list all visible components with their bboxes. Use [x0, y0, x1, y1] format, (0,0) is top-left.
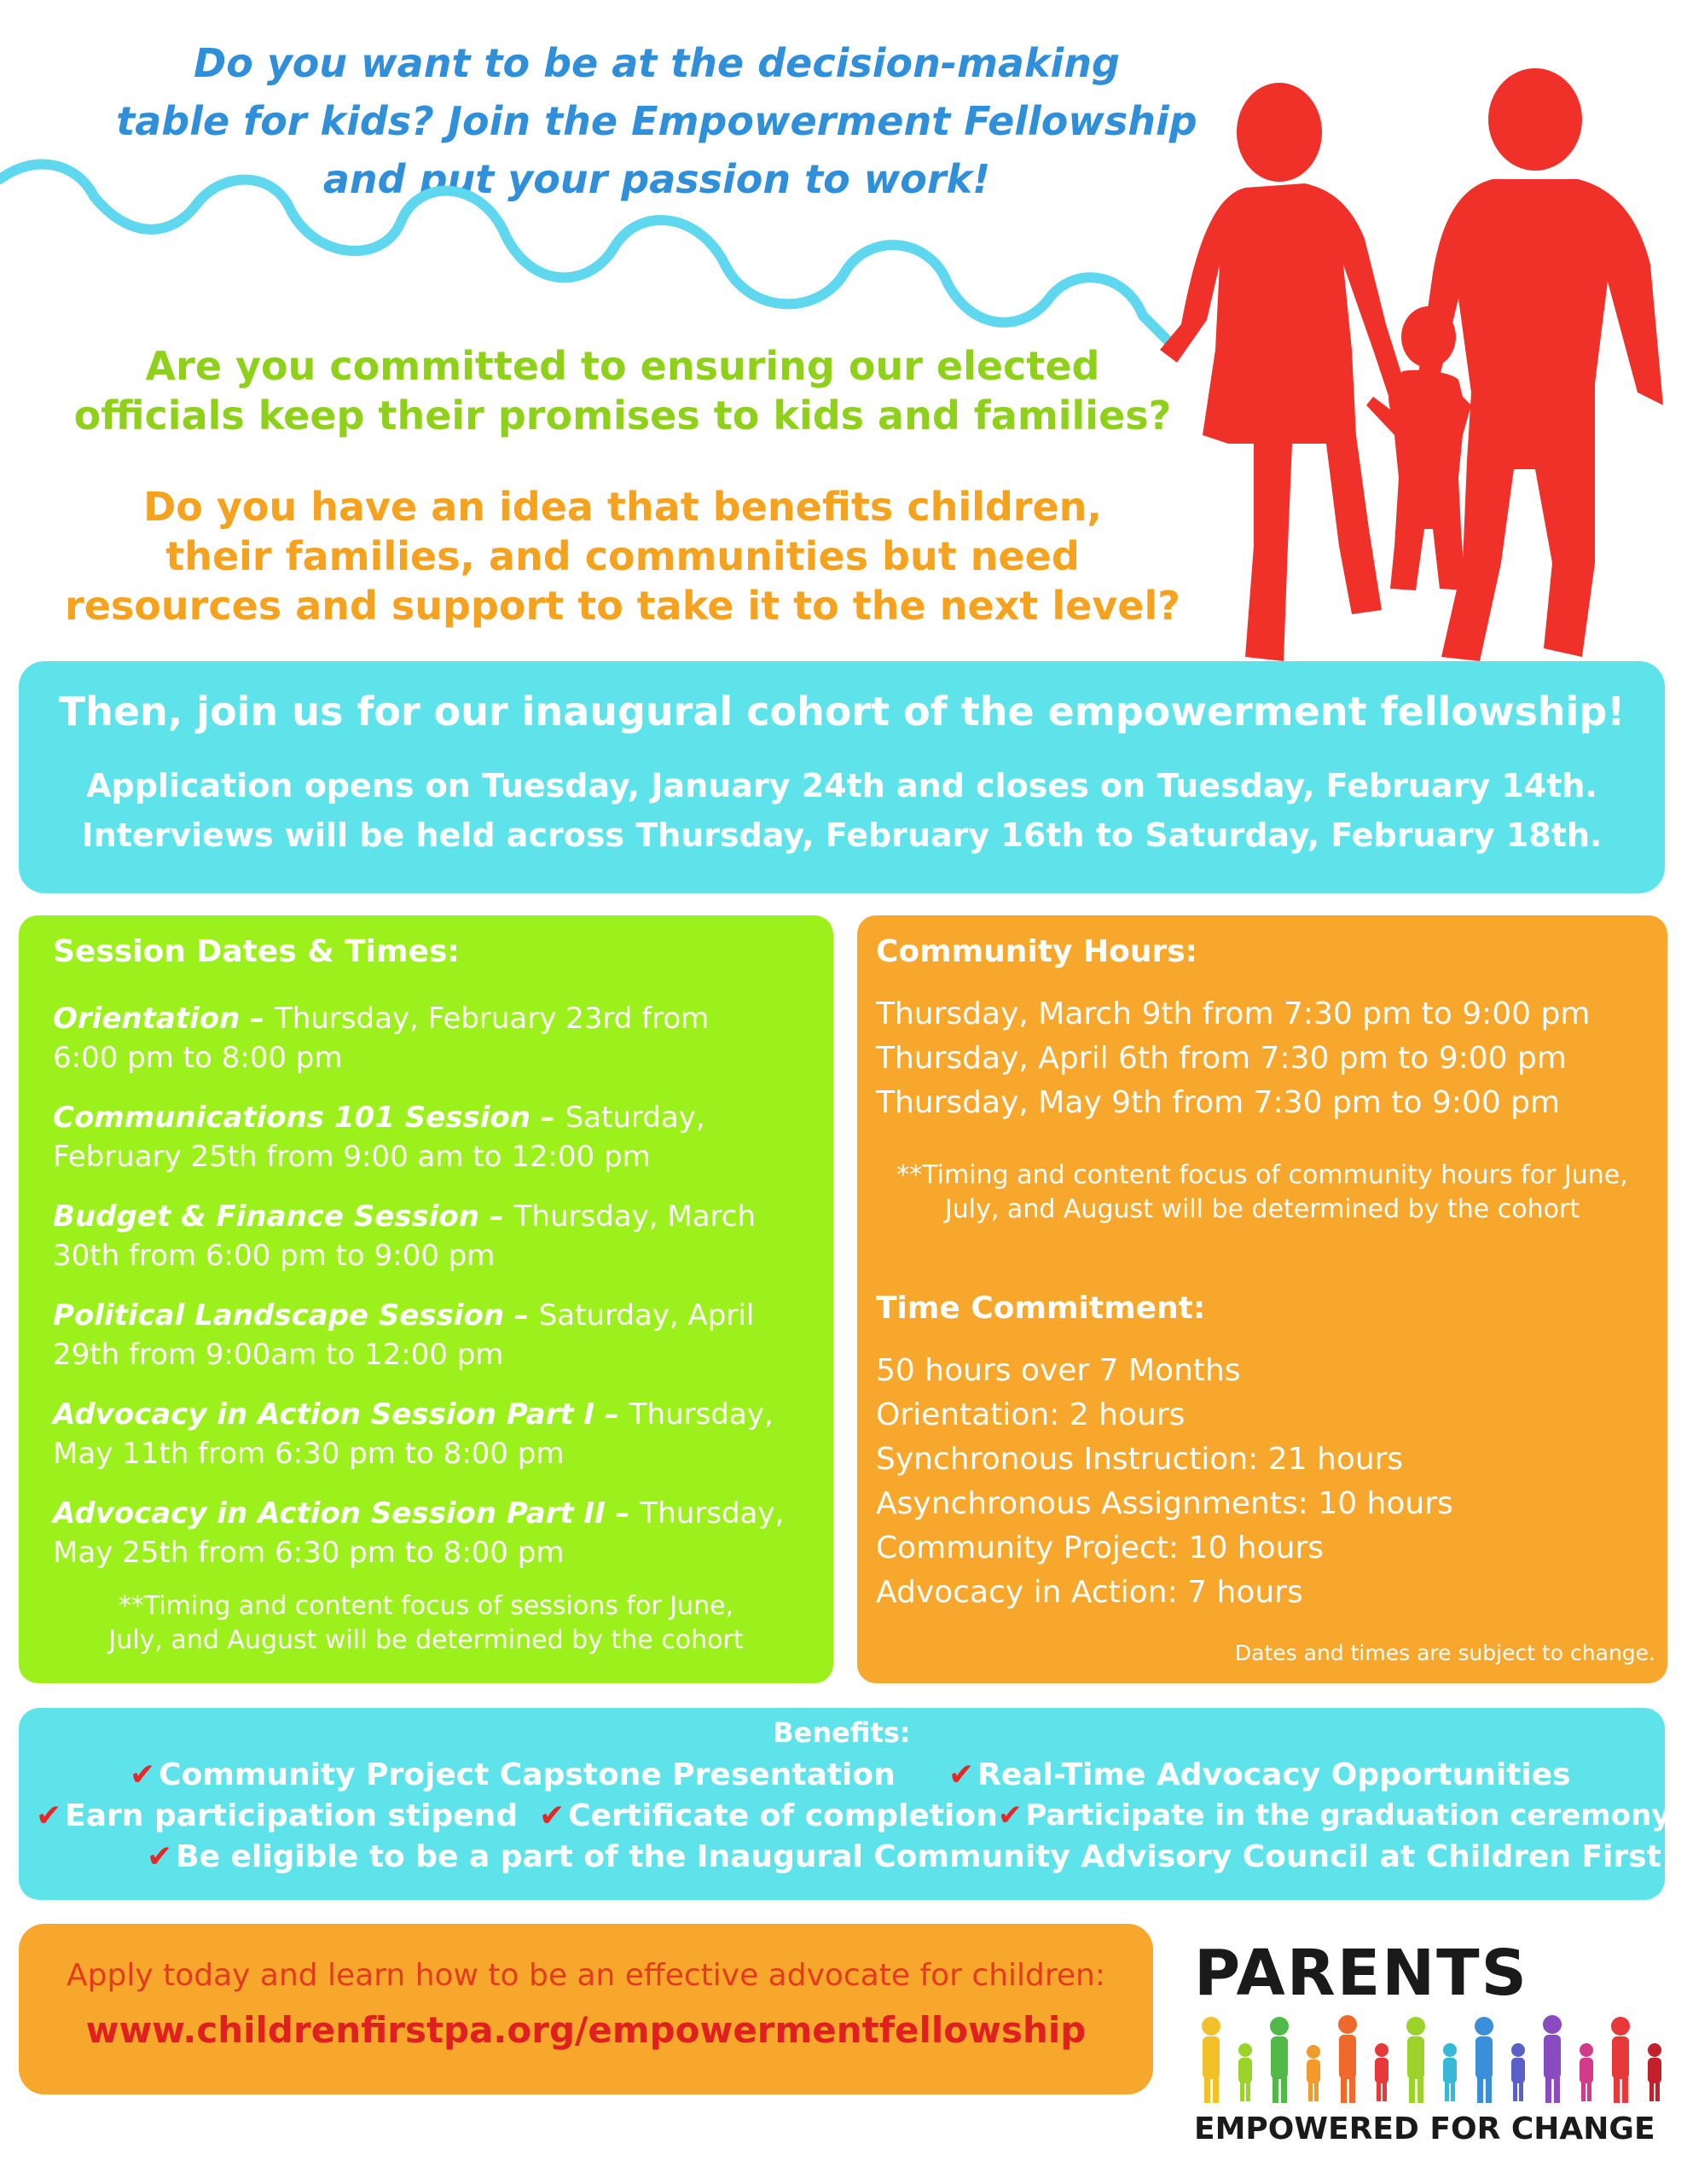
benefits-panel — [19, 1708, 1671, 1900]
session-name: Advocacy in Action Session Part II – — [53, 1496, 641, 1531]
session-time-1: Thursday, — [640, 1496, 785, 1531]
session-name: Budget & Finance Session – — [53, 1199, 514, 1234]
benefit-label: Community Project Capstone Presentation — [159, 1757, 896, 1792]
checkmark-icon: ✔ — [130, 1757, 156, 1792]
session-time-2: May 25th from 6:30 pm to 8:00 pm — [53, 1536, 565, 1570]
session-item — [53, 1098, 820, 1176]
benefit-label: Be eligible to be a part of the Inaugural Community Advisory Council at Children First — [176, 1839, 1661, 1874]
logo-wordmark: PARENTS — [1194, 1937, 1528, 2010]
parents-people-icon — [1194, 2009, 1672, 2107]
community-note-line-1: **Timing and content focus of community hours for June, — [896, 1160, 1628, 1190]
sessions-title: Session Dates & Times: — [53, 934, 460, 969]
community-title: Community Hours: — [876, 934, 1198, 969]
community-note — [866, 1159, 1659, 1227]
banner-title: Then, join us for our inaugural cohort of the empowerment fellowship! — [58, 688, 1626, 735]
session-item — [53, 1395, 829, 1473]
community-hour: Thursday, April 6th from 7:30 pm to 9:00 pm — [876, 1041, 1567, 1076]
logo-tagline: EMPOWERED FOR CHANGE — [1194, 2111, 1655, 2146]
question2-line-1: Do you have an idea that benefits children, — [143, 484, 1102, 530]
commitment-item: Community Project: 10 hours — [876, 1531, 1325, 1565]
commitment-list — [876, 1349, 1652, 1615]
benefit-item — [539, 1798, 998, 1833]
question-idea — [26, 482, 1220, 630]
apply-box — [19, 1924, 1153, 2094]
banner-line-1: Application opens on Tuesday, January 24th and closes on Tuesday, February 14th. — [86, 767, 1597, 804]
checkmark-icon: ✔ — [147, 1839, 173, 1874]
session-time-1: Thursday, March — [513, 1199, 756, 1234]
session-time-1: Thursday, — [629, 1397, 774, 1432]
question-elected-officials — [34, 341, 1211, 440]
session-time-2: 30th from 6:00 pm to 9:00 pm — [53, 1239, 496, 1273]
checkmark-icon: ✔ — [36, 1798, 62, 1833]
session-name: Communications 101 Session – — [53, 1101, 565, 1135]
commitment-item: Orientation: 2 hours — [876, 1397, 1186, 1432]
hero-line-3: and put your passion to work! — [322, 156, 991, 202]
commitment-item: Advocacy in Action: 7 hours — [876, 1575, 1303, 1610]
benefit-item — [147, 1839, 1661, 1874]
cloud-border-icon — [0, 145, 1194, 350]
commitment-item: 50 hours over 7 Months — [876, 1353, 1241, 1388]
session-time-2: 6:00 pm to 8:00 pm — [53, 1041, 343, 1075]
session-time-1: Saturday, April — [538, 1298, 755, 1333]
question1-line-2: officials keep their promises to kids and families? — [73, 392, 1172, 439]
hero-line-1: Do you want to be at the decision-making — [194, 40, 1120, 86]
benefit-label: Real-Time Advocacy Opportunities — [977, 1757, 1571, 1792]
commitment-title: Time Commitment: — [876, 1291, 1206, 1326]
apply-text: Apply today and learn how to be an effective advocate for children: — [67, 1958, 1105, 1993]
disclaimer: Dates and times are subject to change. — [1234, 1641, 1655, 1665]
benefit-item — [948, 1757, 1571, 1792]
benefit-item — [36, 1798, 518, 1833]
session-time-2: February 25th from 9:00 am to 12:00 pm — [53, 1140, 651, 1174]
community-hour: Thursday, March 9th from 7:30 pm to 9:00 pm — [876, 996, 1591, 1031]
commitment-item: Asynchronous Assignments: 10 hours — [876, 1486, 1453, 1521]
community-hours-list — [876, 992, 1652, 1125]
sessions-panel — [19, 915, 833, 1683]
question2-line-3: resources and support to take it to the next level? — [65, 583, 1180, 629]
session-name: Advocacy in Action Session Part I – — [53, 1397, 629, 1432]
session-item — [53, 1494, 829, 1572]
session-time-2: 29th from 9:00am to 12:00 pm — [53, 1338, 504, 1372]
benefit-label: Participate in the graduation ceremony — [1025, 1798, 1671, 1833]
benefit-item — [998, 1798, 1670, 1833]
sessions-note — [36, 1589, 816, 1658]
session-item — [53, 999, 820, 1077]
community-note-line-2: July, and August will be determined by the cohort — [944, 1194, 1580, 1224]
session-item — [53, 1296, 820, 1374]
checkmark-icon: ✔ — [948, 1757, 975, 1792]
question1-line-1: Are you committed to ensuring our elected — [145, 343, 1100, 389]
community-panel — [857, 915, 1667, 1683]
sessions-note-line-2: July, and August will be determined by the cohort — [108, 1625, 744, 1655]
hero-line-2: table for kids? Join the Empowerment Fellowship — [116, 98, 1197, 144]
checkmark-icon: ✔ — [539, 1798, 565, 1833]
cohort-banner — [19, 661, 1665, 893]
session-time-1: Thursday, February 23rd from — [274, 1002, 710, 1036]
question2-line-2: their families, and communities but need — [165, 533, 1080, 579]
benefit-label: Earn participation stipend — [65, 1798, 519, 1833]
session-name: Political Landscape Session – — [53, 1298, 539, 1333]
parents-logo — [1194, 1937, 1672, 2150]
banner-line-2: Interviews will be held across Thursday, February 16th to Saturday, February 18th. — [81, 816, 1603, 854]
commitment-item: Synchronous Instruction: 21 hours — [876, 1442, 1404, 1477]
apply-link[interactable]: www.childrenfirstpa.org/empowermentfellowship — [85, 2009, 1087, 2051]
session-item — [53, 1197, 820, 1275]
benefit-label: Certificate of completion — [568, 1798, 998, 1833]
sessions-note-line-1: **Timing and content focus of sessions for June, — [118, 1591, 734, 1621]
benefits-title: Benefits: — [773, 1716, 911, 1749]
session-name: Orientation – — [53, 1002, 275, 1036]
banner-dates — [19, 761, 1665, 860]
session-time-2: May 11th from 6:30 pm to 8:00 pm — [53, 1437, 565, 1471]
session-time-1: Saturday, — [565, 1101, 705, 1135]
checkmark-icon: ✔ — [998, 1798, 1023, 1833]
community-hour: Thursday, May 9th from 7:30 pm to 9:00 pm — [876, 1085, 1561, 1120]
benefit-item — [130, 1757, 896, 1792]
